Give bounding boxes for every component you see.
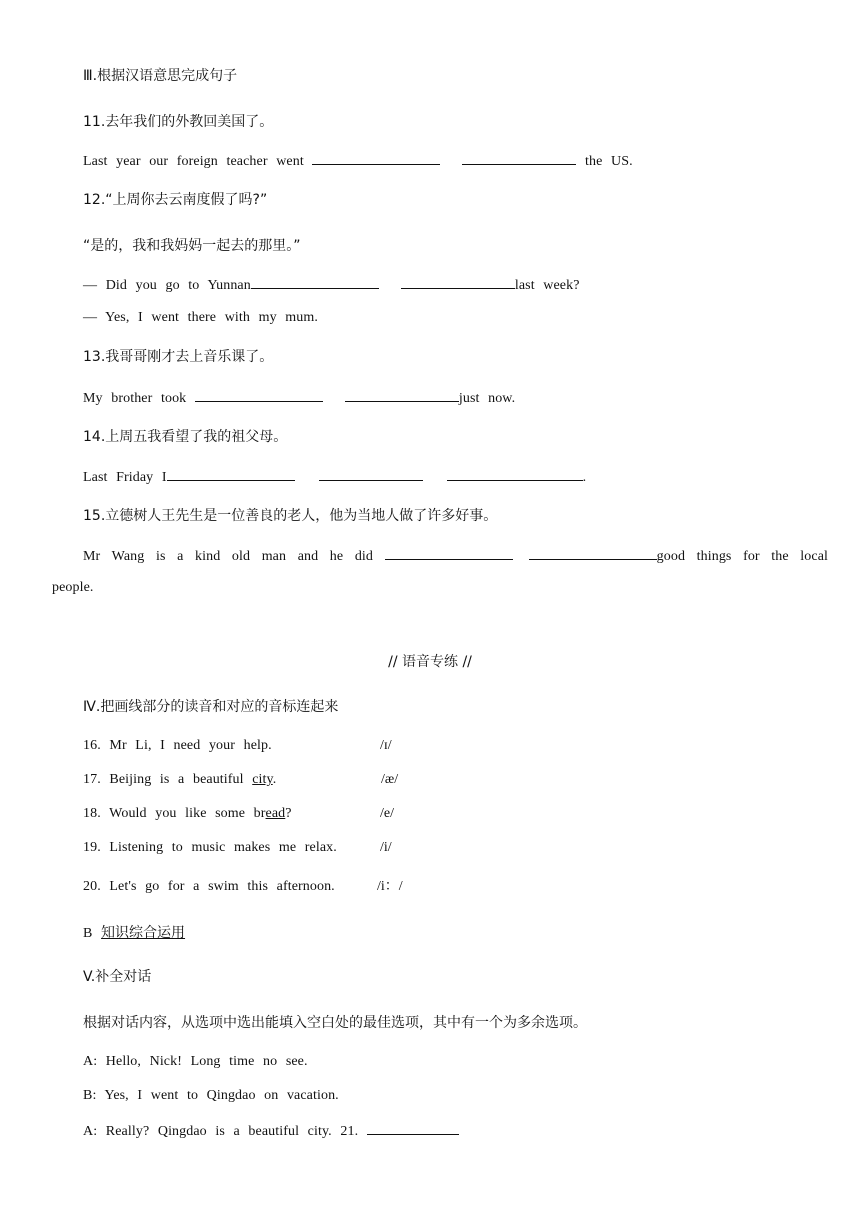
q15-text-a: Mr Wang is a kind old man and he did [83, 549, 374, 564]
item-17 [83, 770, 276, 790]
section-b-title: 知识综合运用 [101, 925, 186, 941]
item-19-phonetic[interactable]: /i/ [380, 840, 392, 855]
q12-chinese-1: 12.“上周你去云南度假了吗?” [83, 192, 268, 208]
q12-blank-2[interactable] [401, 274, 515, 289]
q13-text-b: just now. [458, 391, 516, 406]
q14-english [83, 466, 586, 488]
item-18-underlined: ead [265, 806, 286, 821]
item-18 [83, 804, 292, 824]
q15-english-cont: people. [52, 580, 94, 595]
q12-text-b: last week? [514, 278, 580, 293]
q13-english [83, 387, 515, 409]
dialogue-line-2: B: Yes, I went to Qingdao on vacation. [83, 1088, 339, 1103]
item-20-text: 20. Let's go for a swim this afternoon. [83, 879, 335, 894]
item-19 [83, 838, 337, 858]
item-16-phonetic[interactable]: /ɪ/ [380, 738, 392, 753]
item-17-underlined: city [252, 772, 273, 787]
q11-blank-1[interactable] [312, 150, 440, 165]
section-b-heading [83, 923, 185, 944]
dialogue-line-1: A: Hello, Nick! Long time no see. [83, 1054, 308, 1069]
item-20 [83, 877, 335, 897]
section-5-instruction: 根据对话内容，从选项中选出能填入空白处的最佳选项，其中有一个为多余选项。 [83, 1015, 587, 1031]
q15-chinese: 15.立德树人王先生是一位善良的老人，他为当地人做了许多好事。 [83, 508, 498, 524]
q15-text-b: good things for the local [656, 549, 829, 564]
q14-text-b: . [582, 470, 587, 485]
item-19-text: 19. Listening to music makes me relax. [83, 840, 337, 855]
q13-blank-2[interactable] [345, 387, 459, 402]
q15-blank-2[interactable] [529, 545, 657, 560]
item-18-punct: ? [285, 806, 292, 821]
q11-chinese: 11.去年我们的外教回美国了。 [83, 114, 274, 130]
q12-chinese-2: “是的，我和我妈妈一起去的那里。” [83, 238, 301, 254]
item-17-punct: . [272, 772, 277, 787]
q12-text-a: — Did you go to Yunnan [83, 278, 251, 293]
phonetics-section-title: // 语音专练 // [388, 654, 472, 670]
section-3-heading: Ⅲ.根据汉语意思完成句子 [83, 68, 238, 84]
q11-text-a: Last year our foreign teacher went [83, 154, 304, 169]
q21-blank[interactable] [367, 1120, 459, 1135]
q15-blank-1[interactable] [385, 545, 513, 560]
item-18-phonetic[interactable]: /e/ [380, 806, 394, 821]
q13-blank-1[interactable] [195, 387, 323, 402]
item-16-text: 16. Mr Li, I need your help. [83, 738, 272, 753]
q13-text-a: My brother took [83, 391, 187, 406]
item-20-phonetic[interactable]: /i：/ [377, 879, 403, 894]
section-5-heading: V.补全对话 [83, 969, 152, 985]
q11-text-b: the US. [585, 154, 633, 169]
q11-blank-2[interactable] [462, 150, 576, 165]
q12-english-1 [83, 274, 580, 296]
item-18-text: 18. Would you like some br [83, 806, 266, 821]
dialogue-line-3 [83, 1120, 459, 1142]
q13-chinese: 13.我哥哥刚才去上音乐课了。 [83, 349, 274, 365]
q11-english [83, 150, 633, 172]
item-17-phonetic[interactable]: /æ/ [381, 772, 399, 787]
q14-blank-2[interactable] [319, 466, 423, 481]
item-17-text: 17. Beijing is a beautiful [83, 772, 253, 787]
section-b-label: B [83, 926, 102, 941]
item-16 [83, 736, 272, 756]
q14-blank-1[interactable] [167, 466, 295, 481]
q12-english-2: — Yes, I went there with my mum. [83, 310, 318, 325]
section-4-heading: Ⅳ.把画线部分的读音和对应的音标连起来 [83, 699, 339, 715]
q14-chinese: 14.上周五我看望了我的祖父母。 [83, 429, 288, 445]
dialogue-line-3-text: A: Really? Qingdao is a beautiful city. 21. [83, 1124, 367, 1139]
q12-blank-1[interactable] [251, 274, 379, 289]
q14-text-a: Last Friday I [83, 470, 167, 485]
q14-blank-3[interactable] [447, 466, 583, 481]
q15-english [83, 545, 828, 567]
